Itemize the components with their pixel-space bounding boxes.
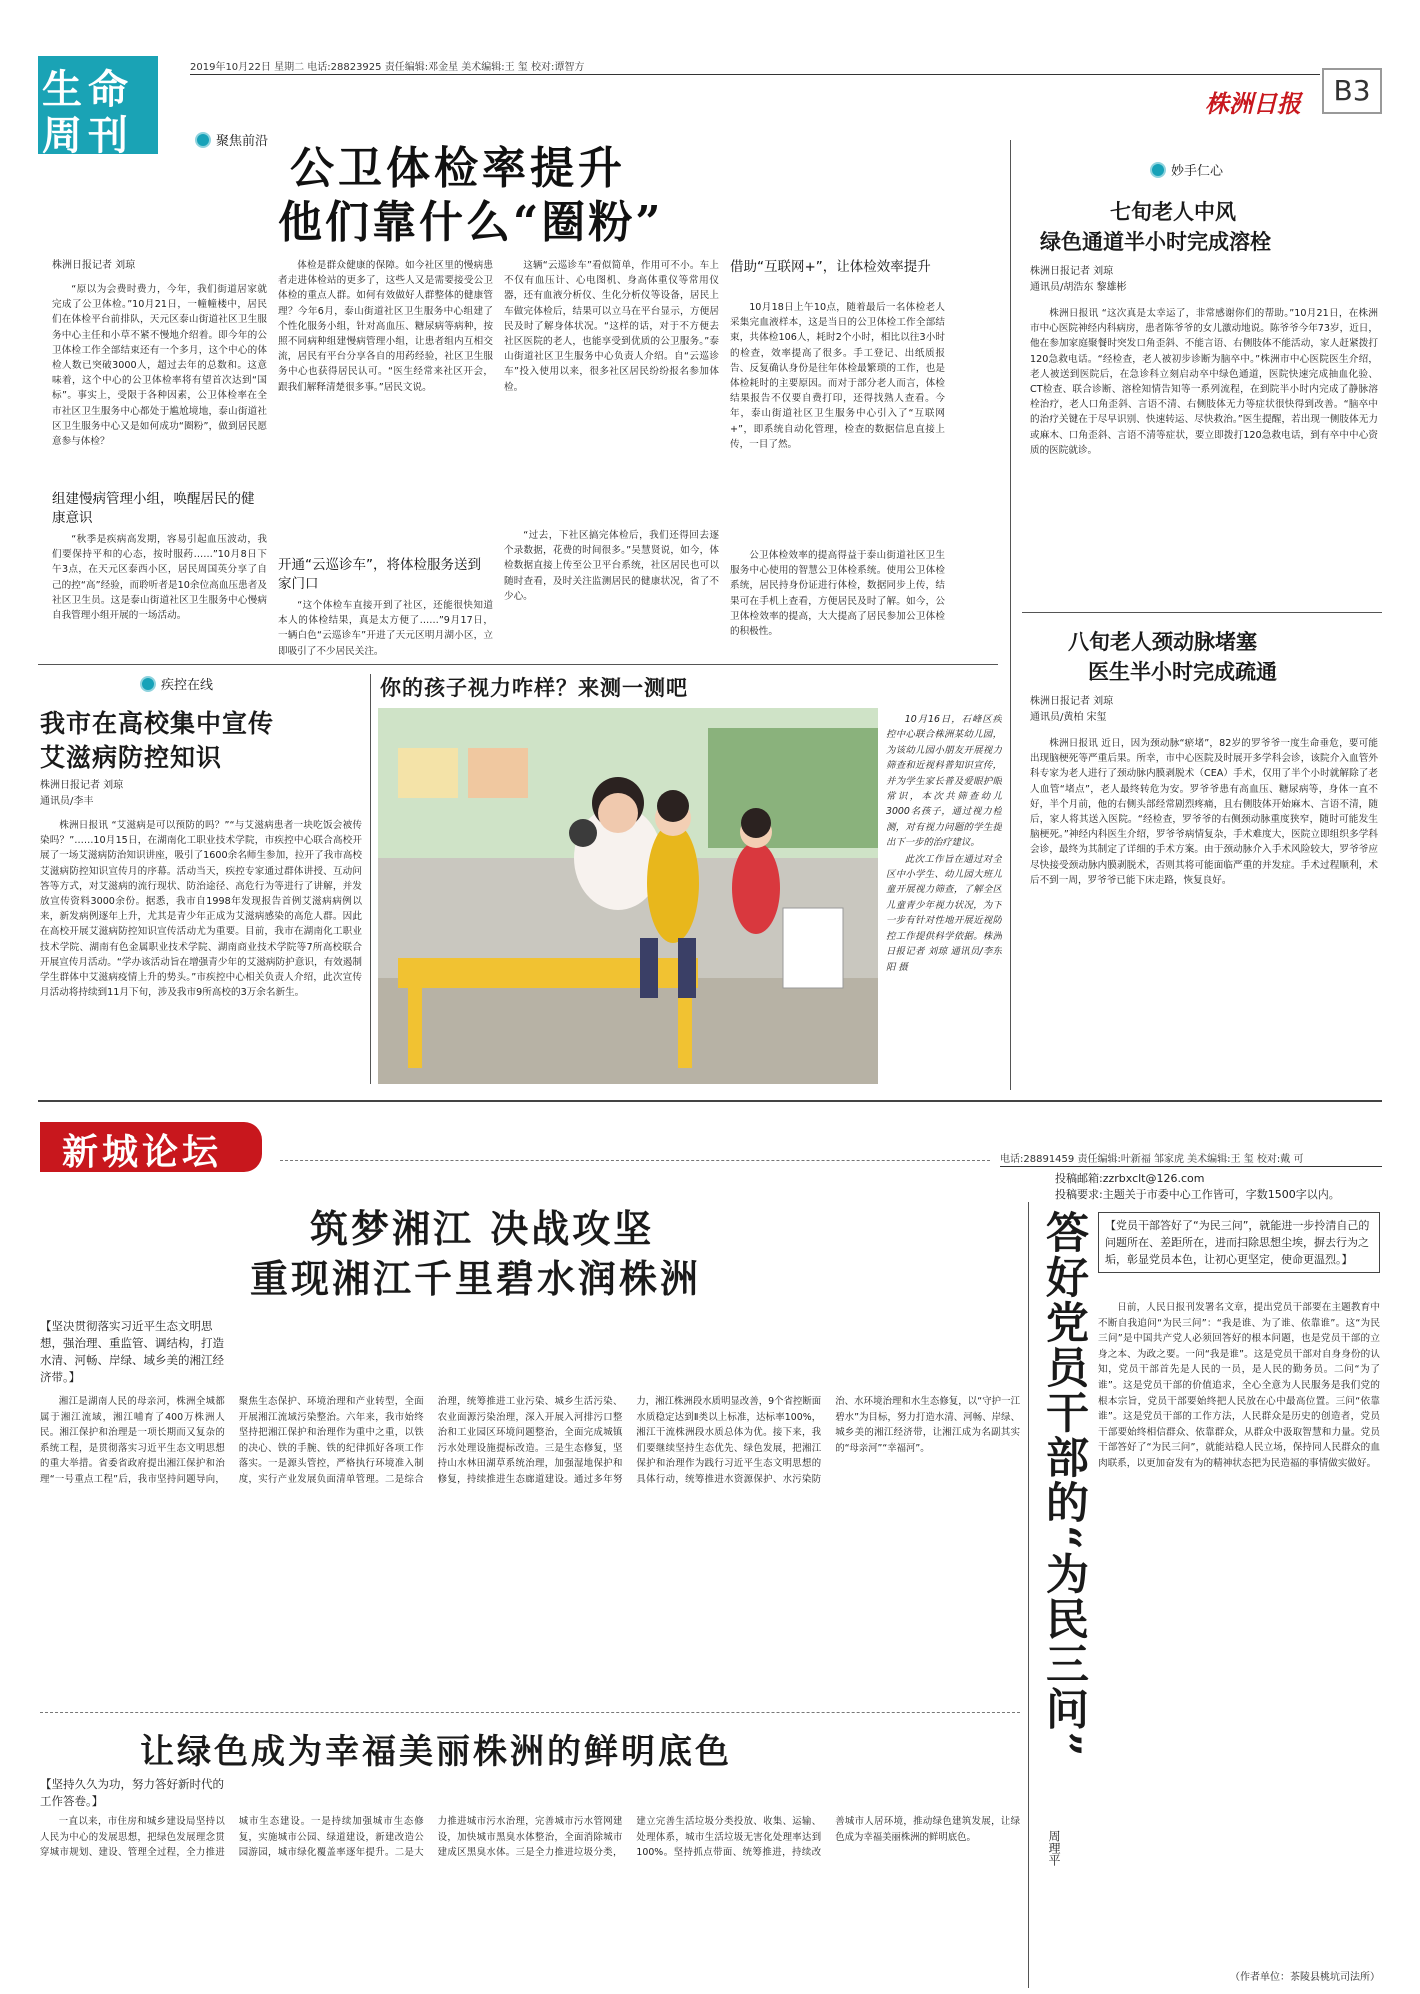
lead-col4	[730, 300, 945, 540]
column-body	[1098, 1300, 1380, 1962]
stroke-body-text: 株洲日报讯 “这次真是太幸运了，非常感谢你们的帮助。”10月21日，在株洲市中心医院神经内科病房，患者陈爷爷的女儿激动地说。陈爷爷今年73岁，近日，他在参加家庭聚餐时突发口角歪斜、不能言语、右侧肢体不能活动，家人赶紧拨打120急救电话。“经检查，老人被初步诊断为脑卒中。”株洲市中心医院医生介绍，老人被送到医院后，在急诊科立刻启动卒中绿色通道，医院快速完成抽血化验、CT检查、联合诊断、溶栓知情告知等一系列流程，在到院半小时内完成了静脉溶栓治疗，老人口角歪斜、言语不清、右侧肢体无力等症状很快得到改善。“脑卒中的治疗关键在于尽早识别、快速转运、尽快救治。”医生提醒，若出现一侧肢体无力或麻木、口角歪斜、言语不清等症状，要立即拨打120急救电话，到有卒中中心资质的医院就诊。	[1030, 308, 1378, 456]
lead-col3-text: 这辆“云巡诊车”看似简单，作用可不小。车上不仅有血压计、心电图机、身高体重仪等常用仪器，还有血液分析仪、生化分析仪等设备，居民上车做完体检后，结果可以立马在平台显示，方便居民及时了解身体状况。“这样的话，对于不方便去社区医院的老人，也能享受到优质的公卫服务。”泰山街道社区卫生服务中心负责人介绍。自“云巡诊车”投入使用以来，很多社区居民纷纷报名参加体检。	[504, 260, 719, 393]
carotid-byline-2: 通讯员/黄柏 宋玺	[1030, 712, 1107, 723]
divider-column	[1028, 1202, 1029, 1988]
photo-caption	[886, 712, 1002, 1084]
photo-eye-test	[378, 708, 878, 1084]
forum-article1-title-line2: 重现湘江千里碧水润株洲	[250, 1256, 702, 1301]
divider-forum-info	[280, 1160, 990, 1161]
lead-col2b-text: “这个体检车直接开到了社区，还能很快知道本人的体检结果，真是太方便了……”9月17日，一辆白色“云巡诊车”开进了天元区明月湖小区，立即吸引了不少居民关注。	[278, 600, 493, 656]
tag-dot-icon	[195, 132, 211, 148]
lead-col1b-text: “秋季是疾病高发期，容易引起血压波动，我们要保持平和的心态，按时服药……”10月8日下午3点，在天元区泰西小区，居民周国英分享了自己的控“高”经验，而聆听者是10余位高血压患者及社区卫生员。这是泰山街道社区卫生服务中心慢病自我管理小组开展的一场活动。	[52, 534, 267, 622]
tag-dot-icon	[1150, 162, 1166, 178]
aids-byline-2: 通讯员/李丰	[40, 796, 94, 807]
photo-title: 你的孩子视力咋样？来测一测吧	[380, 675, 688, 700]
lead-col1-text: “原以为会费时费力，今年，我们街道居家就完成了公卫体检。”10月21日，一幢幢楼中，居民们在体检平台前排队，天元区泰山街道社区卫生服务中心主任和小草不紧不慢地介绍着。即今年的公卫体检工作全部结束还有一个多月，这个中心的体检人数已突破3000人，超过去年的总数和。这意味着，这个中心的公卫体检率将有望首次达到“国标”。事实上，受限于各种因素，公卫体检率在全市社区卫生服务中心都处于尴尬境地，泰山街道社区卫生服务中心又是如何成功“圈粉”，做到居民愿意参与体检？	[52, 284, 267, 448]
column-lead: 【党员干部答好了“为民三问”，就能进一步拎清自己的问题所在、差距所在，进而扫除思想尘埃，摒去行为之垢，彰显党员本色，让初心更坚定，使命更温烈。】	[1098, 1212, 1380, 1273]
lead-subhead-3: 借助“互联网+”，让体检效率提升	[730, 259, 931, 275]
forum-article2-lead: 【坚持久久为功，努力答好新时代的工作答卷。】	[40, 1777, 224, 1808]
lead-title-line1: 公卫体检率提升	[290, 143, 626, 194]
lead-col4b-text: 公卫体检效率的提高得益于泰山街道社区卫生服务中心使用的智慧公卫体检系统。使用公卫体检系统，居民持身份证进行体检，数据同步上传，结果可在手机上查看，方便居民及时了解。如今，公卫体检效率的提高，大大提高了居民参加公卫体检的积极性。	[730, 550, 945, 638]
lead-col1	[52, 282, 267, 482]
forum-article2-text: 一直以来，市住房和城乡建设局坚持以人民为中心的发展思想，把绿色发展理念贯穿城市规划、建设、管理全过程，全力推进城市生态建设。一是持续加强城市生态修复，实施城市公园、绿道建设，新建改造公园游园，城市绿化覆盖率逐年提升。二是大力推进城市污水治理，完善城市污水管网建设，加快城市黑臭水体整治，全面消除城市建成区黑臭水体。三是全力推进垃圾分类，建立完善生活垃圾分类投放、收集、运输、处理体系，城市生活垃圾无害化处理率达到100%。坚持抓点带面、统筹推进，持续改善城市人居环境，推动绿色建筑发展，让绿色成为幸福美丽株洲的鲜明底色。	[40, 1816, 1020, 1859]
aids-byline-1: 株洲日报记者 刘琼	[40, 780, 124, 791]
lead-col2-text: 体检是群众健康的保障。如今社区里的慢病患者走进体检站的更多了，这些人又是需要接受公卫体检的重点人群。如何有效做好人群整体的健康管理？今年6月，泰山街道社区卫生服务中心组建了个性化服务小组，针对高血压、糖尿病等病种，按照不同病种组建慢病管理小组，让患者组内互相交流，居民有平台分享各自的用药经验，社区卫生服务中心也获得居民认可。“医生经常来社区开会，跟我们解释清楚很多事。”居民文说。	[278, 260, 493, 393]
date-line: 2019年10月22日 星期二 电话:28823925 责任编辑:邓金星 美术编辑:王 玺 校对:谭智方	[190, 62, 585, 73]
divider-forum-articles	[40, 1712, 1020, 1713]
masthead-rule	[190, 74, 1320, 75]
photo-caption-text: 10月16日，石峰区疾控中心联合株洲某幼儿园，为该幼儿园小朋友开展视力筛查和近视科普知识宣传，并为学生家长普及爱眼护眼常识，本次共筛查幼儿3000名孩子，通过视力检测，对有视力问题的学生提出下一步的治疗建议。	[886, 714, 1002, 849]
column-title-vertical: 答好党员干部的“为民三问”	[1039, 1210, 1089, 1759]
page-number: B3	[1322, 68, 1382, 114]
lead-col4-text: 10月18日上午10点，随着最后一名体检老人采集完血液样本，这是当日的公卫体检工作全部结束，共体检106人，耗时2个小时，相比以往3小时的检查，效率提高了很多。手工登记、出纸质报告、反复确认身份是往年体检最繁琐的工作，也是体检耗时的主要原因。而对于部分老人而言，体检结果报告不仅要自费打印，还得找熟人查看。今年，泰山街道社区卫生服务中心引入了“互联网+”，即系统自动化管理，检查的数据信息直接上传，一目了然。	[730, 302, 945, 450]
photo-caption-text-2: 此次工作旨在通过对全区中小学生、幼儿园大班儿童开展视力筛查，了解全区儿童青少年视力状况，为下一步有针对性地开展近视防控工作提供科学依据。株洲日报记者 刘琼 通讯员/李东阳 摄	[886, 853, 1002, 973]
divider-forum-info-2	[1000, 1166, 1382, 1167]
section-name-top: 生命	[42, 66, 134, 113]
column-signature: （作者单位：茶陵县桃坑司法所）	[1230, 1972, 1380, 1983]
forum-article1-title-line1: 筑梦湘江 决战攻坚	[310, 1206, 655, 1251]
forum-info-line: 电话:28891459 责任编辑:叶新福 邹家虎 美术编辑:王 玺 校对:戴 可	[1000, 1154, 1304, 1165]
section-tag-surgery	[1150, 160, 1223, 179]
lead-byline: 株洲日报记者 刘琼	[52, 260, 136, 271]
stroke-byline-2: 通讯员/胡浩东 黎雄彬	[1030, 282, 1127, 293]
submission-requirement: 投稿要求:主题关于市委中心工作皆可，字数1500字以内。	[1055, 1188, 1340, 1201]
column-text: 日前，人民日报刊发署名文章，提出党员干部要在主题教育中不断自我追问“为民三问”：“我是谁、为了谁、依靠谁”。这“为民三问”是中国共产党人必须回答好的根本问题，也是党员干部的立身之本、为政之要。一问“我是谁”。这是党员干部对自身身份的认知，党员干部首先是人民的一员，是人民的勤务员。二问“为了谁”。这是党员干部的价值追求，全心全意为人民服务是我们党的根本宗旨，党员干部要始终把人民放在心中最高位置。三问“依靠谁”。这是党员干部的工作方法，人民群众是历史的创造者，党员干部要始终相信群众、依靠群众，从群众中汲取智慧和力量。党员干部答好了“为民三问”，就能站稳人民立场，保持同人民群众的血肉联系，以更加奋发有为的精神状态把为民造福的事情做实做好。	[1098, 1302, 1380, 1469]
aids-title-line1: 我市在高校集中宣传	[40, 709, 275, 738]
lead-title-line2: 他们靠什么“圈粉”	[278, 197, 664, 248]
lead-col3b	[504, 528, 719, 656]
stroke-byline-1: 株洲日报记者 刘琼	[1030, 266, 1114, 277]
lead-col3	[504, 258, 719, 518]
divider-lead-bottom	[38, 664, 998, 665]
paper-logo: 株洲日报	[1205, 89, 1301, 118]
tag-label: 疾控在线	[161, 678, 214, 693]
divider-aids	[370, 674, 371, 1084]
forum-article1-body	[40, 1394, 1020, 1698]
stroke-title-line2: 绿色通道半小时完成溶栓	[1040, 229, 1271, 254]
carotid-byline-1: 株洲日报记者 刘琼	[1030, 696, 1114, 707]
tag-dot-icon	[140, 676, 156, 692]
divider-right-mid	[1022, 612, 1382, 613]
carotid-title-line2: 医生半小时完成疏通	[1088, 659, 1277, 684]
lead-col3b-text: “过去，下社区搞完体检后，我们还得回去逐个录数据，花费的时间很多。”吴慧贤说，如今，体检数据直接上传至公卫平台系统，社区居民也可以随时查看，及时关注监测居民的健康状况，省了不少心。	[504, 530, 719, 602]
aids-body-text: 株洲日报讯 “艾滋病是可以预防的吗？”“与艾滋病患者一块吃饭会被传染吗？”……10月15日，在湖南化工职业技术学院，市疾控中心联合高校开展了一场艾滋病防治知识讲座，吸引了1600余名师生参加，拉开了我市高校艾滋病防控知识宣传月的序幕。活动当天，疾控专家通过群体讲授、互动问答等方式，对艾滋病的流行现状、防治途径、高危行为等进行了讲解，并发放宣传资料3000余份。据悉，我市自1998年发现报告首例艾滋病病例以来，新发病例逐年上升，尤其是青少年正成为艾滋病感染的高危人群。因此在高校开展艾滋病防控知识宣传活动尤为重要。目前，我市在湖南化工职业技术学院、湖南有色金属职业技术学院、湖南商业技术学院等7所高校联合开展宣传月活动。“学办该活动旨在增强青少年的艾滋病防护意识，有效遏制学生群体中艾滋病疫情上升的势头。”市疾控中心相关负责人介绍，此次宣传月活动将持续到11月下旬，涉及我市9所高校的3万余名新生。	[40, 820, 362, 999]
lead-col2	[278, 258, 493, 558]
tag-label: 聚焦前沿	[216, 134, 269, 149]
forum-article1-text: 湘江是湖南人民的母亲河，株洲全城都属于湘江流域，湘江哺育了400万株洲人民。湘江保护和治理是一项长期而又复杂的系统工程，是贯彻落实习近平生态文明思想的重大举措。省委省政府提出湘江保护和治理“一号重点工程”后，我市坚持问题导向，聚焦生态保护、环境治理和产业转型，全面开展湘江流域污染整治。六年来，我市始终坚持把湘江保护和治理作为重中之重，以铁的决心、铁的手腕、铁的纪律抓好各项工作落实。一是源头管控，严格执行环境准入制度，实行产业发展负面清单管理。二是综合治理，统筹推进工业污染、城乡生活污染、农业面源污染治理，深入开展入河排污口整治和工业园区环境问题整治，全面完成城镇污水处理设施提标改造。三是生态修复，坚持山水林田湖草系统治理，加强湿地保护和修复，持续推进生态廊道建设。通过多年努力，湘江株洲段水质明显改善，9个省控断面水质稳定达到Ⅱ类以上标准，达标率100%，湘江干流株洲段水质总体为优。接下来，我们要继续坚持生态优先、绿色发展，把湘江保护和治理作为践行习近平生态文明思想的具体行动，统筹推进水资源保护、水污染防治、水环境治理和水生态修复，以“守护一江碧水”为目标，努力打造水清、河畅、岸绿、城乡美的湘江经济带，让湘江成为名副其实的“母亲河”“幸福河”。	[40, 1396, 1020, 1485]
divider-forum-top	[38, 1100, 1382, 1102]
stroke-title-line1: 七旬老人中风	[1110, 199, 1236, 224]
carotid-title-line1: 八旬老人颈动脉堵塞	[1068, 629, 1257, 654]
aids-title-line2: 艾滋病防控知识	[40, 743, 223, 772]
lead-subhead-2: 开通“云巡诊车”，将体检服务送到家门口	[278, 557, 481, 592]
section-tag-cdc	[140, 674, 213, 693]
forum-article2-body	[40, 1814, 1020, 1986]
aids-body	[40, 818, 362, 1082]
forum-banner-label: 新城论坛	[62, 1131, 223, 1173]
column-author: 周理平	[1047, 1830, 1061, 1866]
section-name-bottom: 周刊	[42, 112, 134, 159]
forum-article1-lead: 【坚决贯彻落实习近平生态文明思想，强治理、重监管、调结构，打造水清、河畅、岸绿、域乡美的湘江经济带。】	[40, 1319, 224, 1384]
stroke-body	[1030, 306, 1378, 606]
tag-label: 妙手仁心	[1171, 164, 1224, 179]
carotid-body-text: 株洲日报讯 近日，因为颈动脉“瘀堵”，82岁的罗爷爷一度生命垂危，要可能出现脑梗死等严重后果。所幸，市中心医院及时展开多学科会诊，该院介入血管外科专家为老人进行了颈动脉内膜剥脱术（CEA）手术，仅用了半个小时就解除了老人血管“堵点”，老人最终转危为安。罗爷爷患有高血压、糖尿病等，身体一直不好，半个月前，他的右侧头部经常剧烈疼痛，且右侧肢体开始麻木、言语不清，随后，家人将其送入医院。“经检查，罗爷爷的右侧颈动脉重度狭窄，随时可能发生脑梗死。”神经内科医生介绍，罗爷爷病情复杂，手术难度大，医院立即组织多学科会诊，最终为其制定了详细的手术方案。由于颈动脉介入手术风险较大，罗爷爷应尽快接受颈动脉内膜剥脱术，否则其将可能面临严重的并发症。手术过程顺利，术后不到一周，罗爷爷已能下床走路，恢复良好。	[1030, 738, 1378, 886]
photo-eye-test-illustration	[378, 708, 878, 1084]
divider-right-column	[1010, 140, 1011, 1090]
lead-col1b	[52, 532, 267, 652]
section-tag-focus	[195, 130, 268, 149]
submission-email: 投稿邮箱:zzrbxclt@126.com	[1055, 1172, 1205, 1185]
forum-article2-title: 让绿色成为幸福美丽株洲的鲜明底色	[140, 1732, 732, 1772]
lead-col4b	[730, 548, 945, 656]
lead-col2b	[278, 598, 493, 656]
lead-subhead-1: 组建慢病管理小组，唤醒居民的健康意识	[52, 491, 255, 526]
carotid-body	[1030, 736, 1378, 1082]
